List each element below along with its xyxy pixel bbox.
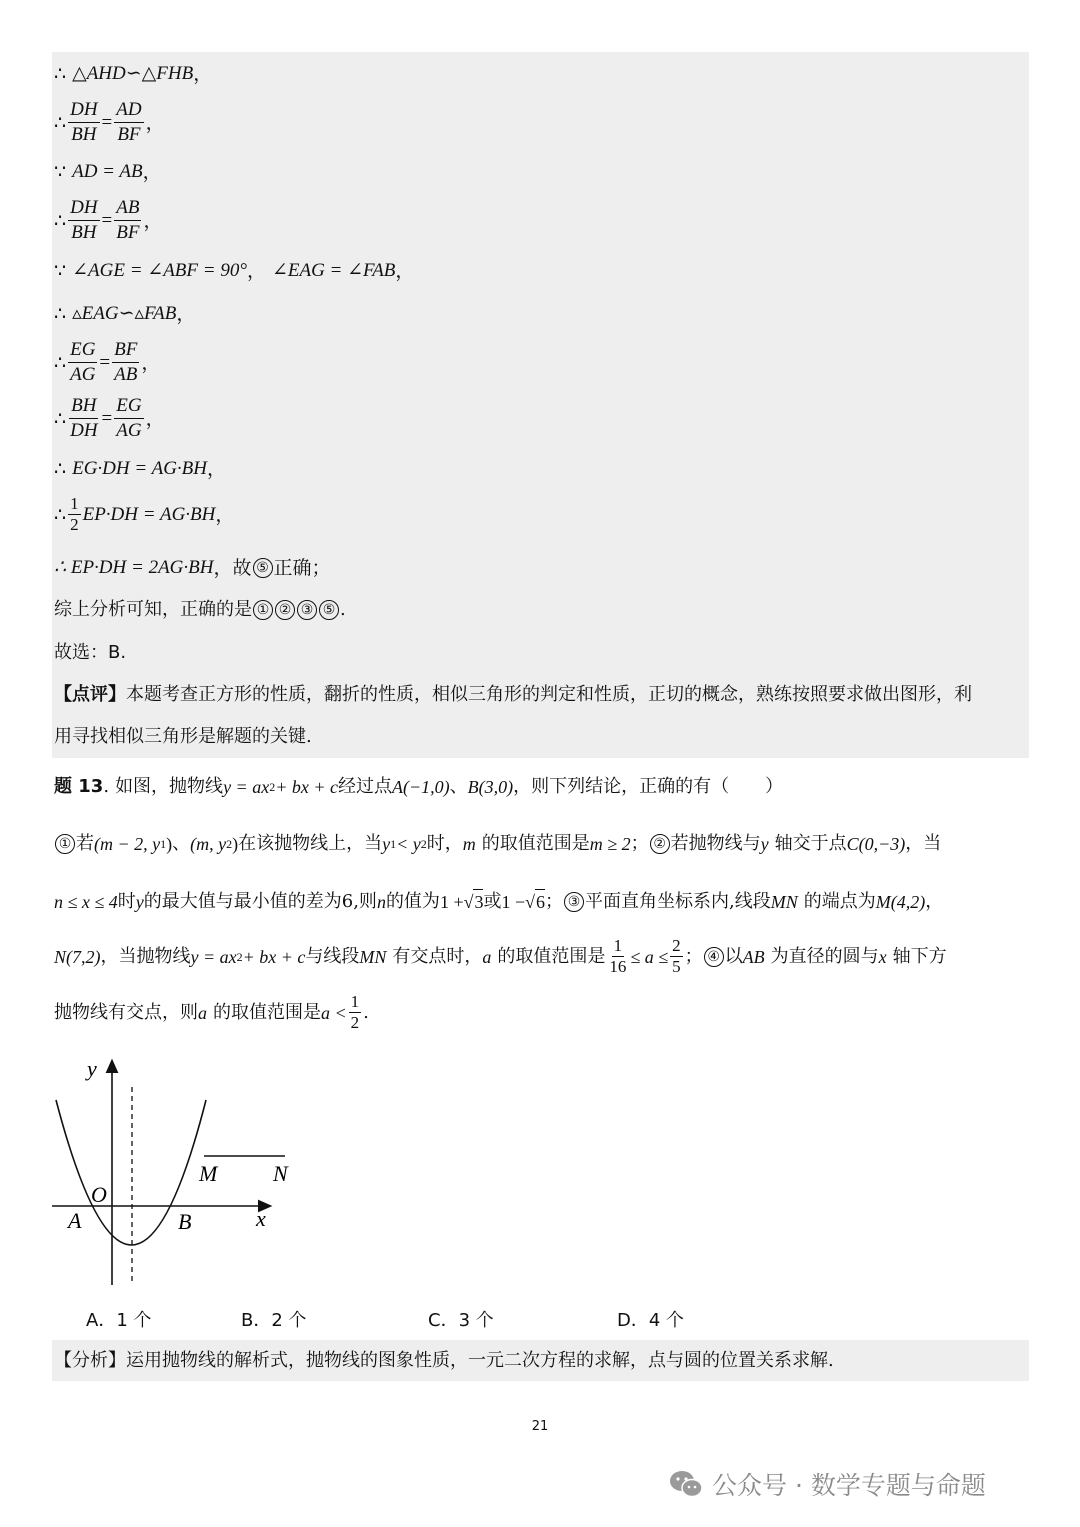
fraction: $\frac{EG}{AG}$ xyxy=(70,339,96,385)
choice-a: A．1 个 xyxy=(86,1310,152,1331)
conclusion-line: 综上分析可知，正确的是 ① ② ③ ⑤ . xyxy=(54,599,346,620)
step-line-4: ∴ $\frac{DH}{BH}$ = $\frac{AB}{BF}$ ， xyxy=(54,197,163,243)
page-number: 21 xyxy=(531,1419,549,1434)
statement-3-line: N(7,2) ，当抛物线 y = ax 2 + bx + c 与线段 MN 有交点时， a 的取值范围是 $\frac{1}{16}$ ≤ a ≤ $\frac{2}{5}$ ； ④ 以 AB 为直径的圆与 x 轴下方 xyxy=(54,936,947,976)
choice-d: D．4 个 xyxy=(617,1310,685,1331)
fraction: $\frac{DH}{BH}$ xyxy=(70,99,98,145)
step-line-8: ∴ $\frac{BH}{DH}$ = $\frac{EG}{AG}$ ， xyxy=(54,395,165,441)
label-m: M xyxy=(199,1161,218,1186)
fraction: $\frac{BH}{DH}$ xyxy=(70,395,98,441)
solution-shaded-block xyxy=(52,52,1029,758)
step-line-2: ∴ $\frac{DH}{BH}$ = $\frac{AD}{BF}$ ， xyxy=(54,99,165,145)
statement-2-line: n ≤ x ≤ 4 时 y 的最大值与最小值的差为6,则 n 的值为 1 + √ 3 或 1 − √ 6 ； ③ 平面直角坐标系内,线段 MN 的端点为 M(4,2) ， xyxy=(54,890,944,912)
circled-2: ② xyxy=(275,600,295,620)
label-x: x xyxy=(256,1206,266,1231)
fraction: $\frac{1}{16}$ xyxy=(609,936,627,976)
analysis-line: 【分析】 运用抛物线的解析式，抛物线的图象性质，一元二次方程的求解，点与圆的位置关系求解. xyxy=(54,1350,834,1371)
problem-title-line: 题 13 . 如图，抛物线 y = ax 2 + bx + c 经过点 A(−1,0) 、 B(3,0) ，则下列结论，正确的有（ ） xyxy=(54,776,784,797)
statement-1-line: ① 若 (m − 2, y 1 ) 、 (m, y 2 ) 在该抛物线上，当 y 1 < y 2 时， m 的取值范围是 m ≥ 2 ； ② 若抛物线与 y 轴交于点 C(0,−3) ，当 xyxy=(54,832,941,856)
review-note-line-1: 【点评】 本题考查正方形的性质，翻折的性质，相似三角形的判定和性质，正切的概念，熟练按照要求做出图形，利 xyxy=(54,684,972,705)
circled-5: ⑤ xyxy=(253,558,273,578)
label-b: B xyxy=(178,1209,192,1234)
circled-1: ① xyxy=(253,600,273,620)
fraction: $\frac{AB}{BF}$ xyxy=(116,197,140,243)
fraction: $\frac{EG}{AG}$ xyxy=(116,395,142,441)
step-line-1: ∴ △AHD∽△FHB ， xyxy=(54,63,213,85)
step-line-3: ∵ AD = AB ， xyxy=(54,161,162,183)
watermark xyxy=(668,1466,986,1502)
step-line-11: ∴ EP·DH = 2AG·BH ， 故 ⑤ 正确； xyxy=(54,557,331,579)
fraction: $\frac{2}{5}$ xyxy=(672,936,681,976)
circled-5: ⑤ xyxy=(319,600,339,620)
fraction: $\frac{DH}{BH}$ xyxy=(70,197,98,243)
choice-b: B．2 个 xyxy=(241,1310,307,1331)
circled-3: ③ xyxy=(297,600,317,620)
fraction: $\frac{BF}{AB}$ xyxy=(114,339,138,385)
step-line-6: ∴ ▵EAG∽▵FAB ， xyxy=(54,303,196,325)
statement-4-line: 抛物线有交点，则 a 的取值范围是 a < $\frac{1}{2}$ . xyxy=(54,992,369,1032)
label-n: N xyxy=(273,1161,288,1186)
label-a: A xyxy=(68,1208,82,1233)
watermark-text: 公众号 · 数学专题与命题 xyxy=(712,1471,986,1500)
label-y: y xyxy=(87,1056,97,1081)
wechat-icon xyxy=(668,1469,704,1499)
parabola-figure xyxy=(48,1055,308,1290)
step-line-5: ∵ ∠AGE = ∠ABF = 90° ， ∠EAG = ∠FAB ， xyxy=(54,260,415,282)
answer-line: 故选：B. xyxy=(54,642,127,663)
fraction: $\frac{1}{2}$ xyxy=(70,494,79,534)
fraction: $\frac{AD}{BF}$ xyxy=(116,99,142,145)
review-note-line-2: 用寻找相似三角形是解题的关键. xyxy=(54,726,312,747)
step-line-7: ∴ $\frac{EG}{AG}$ = $\frac{BF}{AB}$ ， xyxy=(54,339,161,385)
step-line-9: ∴ EG·DH = AG·BH ， xyxy=(54,458,227,480)
fraction: $\frac{1}{2}$ xyxy=(350,992,360,1032)
choice-c: C．3 个 xyxy=(428,1310,494,1331)
label-o: O xyxy=(91,1182,107,1207)
step-line-10: ∴ $\frac{1}{2}$ EP·DH = AG·BH ， xyxy=(54,494,235,534)
